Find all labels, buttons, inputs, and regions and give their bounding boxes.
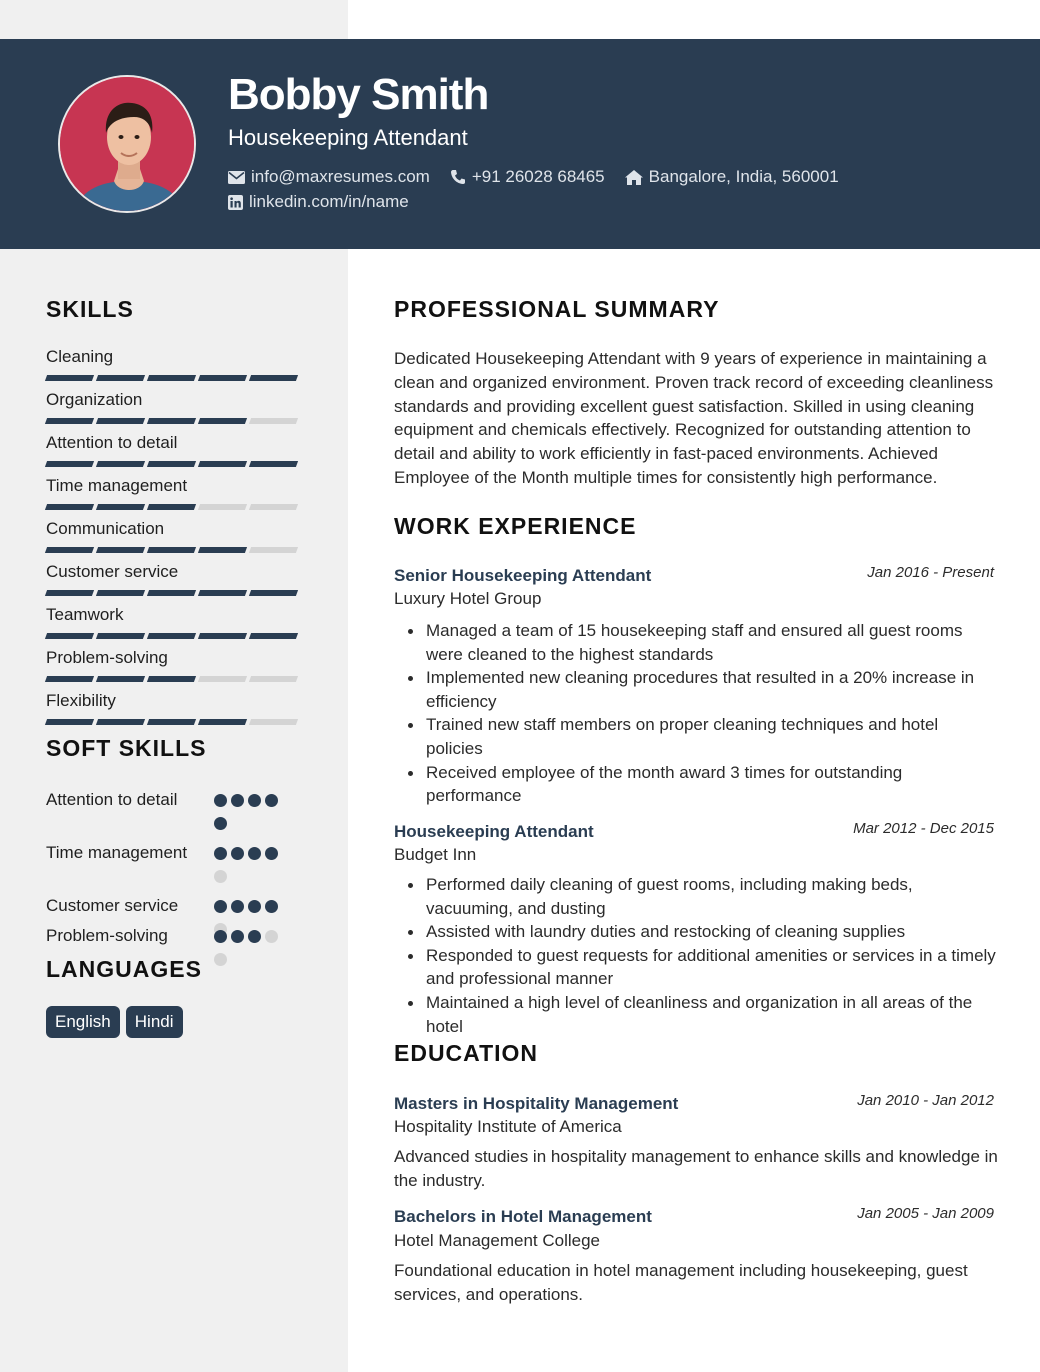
skill-name: Organization xyxy=(46,390,143,409)
skill-level-segment xyxy=(249,418,298,424)
skill-item xyxy=(46,433,302,467)
rating-dot xyxy=(248,900,261,913)
skill-level-segment xyxy=(45,547,94,553)
skill-level-segment xyxy=(96,504,145,510)
skill-level-bar xyxy=(46,418,302,424)
rating-dot xyxy=(248,794,261,807)
education-description: Advanced studies in hospitality management to enhance skills and knowledge in the industry. xyxy=(394,1147,998,1190)
skill-level-segment xyxy=(147,590,196,596)
rating-dot xyxy=(265,930,278,943)
envelope-icon xyxy=(228,171,245,184)
skill-level-bar xyxy=(46,676,302,682)
job-bullet: Trained new staff members on proper cleaning techniques and hotel policies xyxy=(426,713,998,760)
rating-dot xyxy=(214,870,227,883)
skill-level-segment xyxy=(96,633,145,639)
skill-level-segment xyxy=(147,418,196,424)
rating-dot xyxy=(265,900,278,913)
skill-level-segment xyxy=(147,719,196,725)
skill-level-segment xyxy=(147,461,196,467)
skill-level-bar xyxy=(46,590,302,596)
rating-dot xyxy=(248,930,261,943)
skill-level-segment xyxy=(198,418,247,424)
skill-level-segment xyxy=(198,676,247,682)
skill-name: Teamwork xyxy=(46,605,124,624)
skill-item xyxy=(46,347,302,381)
skill-level-segment xyxy=(45,504,94,510)
skill-level-segment xyxy=(249,547,298,553)
skill-name: Time management xyxy=(46,476,188,495)
linkedin-icon xyxy=(228,195,243,210)
avatar xyxy=(58,75,196,213)
job-bullet: Assisted with laundry duties and restocking of cleaning supplies xyxy=(426,920,998,944)
job-bullet: Performed daily cleaning of guest rooms, including making beds, vacuuming, and dusting xyxy=(426,873,998,920)
skill-level-segment xyxy=(249,676,298,682)
summary-text: Dedicated Housekeeping Attendant with 9 years of experience in maintaining a clean and organized environment. Proven track record of exceeding cleanliness standards and providing excellent guest satisfaction. Skilled in using cleaning equipment and chemicals effectively. Recognized for outstanding attention to detail and ability to work efficiently in fast-paced environments. Achieved Employee of the Month multiple times for consistently high performance. xyxy=(394,349,994,487)
job-bullet: Received employee of the month award 3 times for outstanding performance xyxy=(426,761,998,808)
languages-list xyxy=(46,1006,189,1038)
skill-level-segment xyxy=(249,461,298,467)
skill-level-segment xyxy=(45,633,94,639)
soft-skill-name: Attention to detail xyxy=(46,790,178,809)
soft-skill-rating xyxy=(214,794,286,840)
skill-level-segment xyxy=(147,676,196,682)
education-heading: EDUCATION xyxy=(394,1040,539,1066)
soft-skill-rating xyxy=(214,847,286,893)
phone-icon xyxy=(450,169,466,185)
job-bullets xyxy=(426,619,998,808)
skill-name: Cleaning xyxy=(46,347,114,366)
home-icon xyxy=(625,170,643,185)
skill-level-segment xyxy=(198,504,247,510)
job-bullets xyxy=(426,873,998,1038)
soft-skill-name: Problem-solving xyxy=(46,926,168,945)
job-dates: Jan 2016 - Present xyxy=(867,564,994,581)
skill-name: Attention to detail xyxy=(46,433,178,452)
rating-dot xyxy=(214,900,227,913)
skill-level-segment xyxy=(96,461,145,467)
skill-level-segment xyxy=(96,547,145,553)
rating-dot xyxy=(214,794,227,807)
rating-dot xyxy=(248,847,261,860)
skill-level-segment xyxy=(198,547,247,553)
skill-level-segment xyxy=(147,547,196,553)
job-bullet: Managed a team of 15 housekeeping staff and ensured all guest rooms were cleaned to the highest standards xyxy=(426,619,998,666)
rating-dot xyxy=(265,794,278,807)
skill-level-bar xyxy=(46,375,302,381)
skill-level-segment xyxy=(45,719,94,725)
email-text: info@maxresumes.com xyxy=(251,167,430,186)
skill-name: Problem-solving xyxy=(46,648,168,667)
contact-phone[interactable] xyxy=(450,167,605,187)
skill-level-segment xyxy=(198,590,247,596)
job-title: Housekeeping Attendant xyxy=(394,822,594,841)
skill-level-segment xyxy=(45,461,94,467)
skill-level-segment xyxy=(147,375,196,381)
skill-level-bar xyxy=(46,461,302,467)
skill-item xyxy=(46,519,302,553)
soft-skills-heading: SOFT SKILLS xyxy=(46,735,207,761)
languages-heading: LANGUAGES xyxy=(46,956,202,982)
rating-dot xyxy=(231,930,244,943)
degree-title: Masters in Hospitality Management xyxy=(394,1094,679,1113)
skills-heading: SKILLS xyxy=(46,296,134,322)
language-tag: Hindi xyxy=(126,1006,183,1038)
experience-heading: WORK EXPERIENCE xyxy=(394,513,637,539)
skill-level-segment xyxy=(96,676,145,682)
candidate-title: Housekeeping Attendant xyxy=(228,125,468,150)
degree-title: Bachelors in Hotel Management xyxy=(394,1207,652,1226)
rating-dot xyxy=(265,847,278,860)
skill-level-segment xyxy=(45,375,94,381)
skill-level-bar xyxy=(46,633,302,639)
linkedin-text: linkedin.com/in/name xyxy=(249,192,409,211)
rating-dot xyxy=(214,930,227,943)
job-bullet: Responded to guest requests for additional amenities or services in a timely and professional manner xyxy=(426,944,998,991)
skill-level-segment xyxy=(198,461,247,467)
skill-item xyxy=(46,390,302,424)
school-name: Hospitality Institute of America xyxy=(394,1117,622,1136)
soft-skill-name: Customer service xyxy=(46,896,179,915)
skill-item xyxy=(46,648,302,682)
job-title: Senior Housekeeping Attendant xyxy=(394,566,652,585)
skill-item xyxy=(46,605,302,639)
skill-level-segment xyxy=(198,375,247,381)
contact-linkedin[interactable] xyxy=(228,192,409,212)
contact-row-primary xyxy=(228,167,859,187)
rating-dot xyxy=(214,953,227,966)
skill-level-segment xyxy=(249,633,298,639)
location-text: Bangalore, India, 560001 xyxy=(648,167,839,186)
job-bullet: Implemented new cleaning procedures that resulted in a 20% increase in efficiency xyxy=(426,666,998,713)
skill-level-segment xyxy=(96,590,145,596)
skill-item xyxy=(46,476,302,510)
skill-level-bar xyxy=(46,719,302,725)
job-bullet: Maintained a high level of cleanliness and organization in all areas of the hotel xyxy=(426,991,998,1038)
school-name: Hotel Management College xyxy=(394,1231,601,1250)
skill-level-segment xyxy=(96,719,145,725)
skill-level-segment xyxy=(96,375,145,381)
rating-dot xyxy=(214,817,227,830)
rating-dot xyxy=(231,794,244,807)
soft-skill-name: Time management xyxy=(46,843,188,862)
phone-text: +91 26028 68465 xyxy=(471,167,605,186)
skill-level-segment xyxy=(249,375,298,381)
rating-dot xyxy=(214,847,227,860)
skill-level-segment xyxy=(96,418,145,424)
skill-level-segment xyxy=(45,418,94,424)
job-dates: Mar 2012 - Dec 2015 xyxy=(853,820,994,837)
skill-name: Customer service xyxy=(46,562,179,581)
contact-location xyxy=(625,167,839,187)
skill-name: Flexibility xyxy=(46,691,116,710)
skill-level-segment xyxy=(249,504,298,510)
skill-item xyxy=(46,562,302,596)
summary-heading: PROFESSIONAL SUMMARY xyxy=(394,296,720,322)
skill-level-bar xyxy=(46,504,302,510)
candidate-name: Bobby Smith xyxy=(228,70,489,119)
skill-level-segment xyxy=(249,719,298,725)
skill-level-segment xyxy=(45,590,94,596)
education-dates: Jan 2010 - Jan 2012 xyxy=(857,1092,994,1109)
skill-level-segment xyxy=(147,633,196,639)
skill-level-segment xyxy=(198,719,247,725)
skill-level-segment xyxy=(147,504,196,510)
skill-level-segment xyxy=(45,676,94,682)
skill-name: Communication xyxy=(46,519,165,538)
education-description: Foundational education in hotel management including housekeeping, guest services, and operations. xyxy=(394,1261,968,1304)
contact-email[interactable] xyxy=(228,167,430,187)
job-organization: Luxury Hotel Group xyxy=(394,589,542,608)
soft-skill-rating xyxy=(214,930,286,976)
skill-item xyxy=(46,691,302,725)
job-organization: Budget Inn xyxy=(394,845,477,864)
skill-level-segment xyxy=(198,633,247,639)
education-dates: Jan 2005 - Jan 2009 xyxy=(857,1205,994,1222)
language-tag: English xyxy=(46,1006,120,1038)
rating-dot xyxy=(231,900,244,913)
skill-level-bar xyxy=(46,547,302,553)
contact-row-secondary xyxy=(228,192,429,212)
rating-dot xyxy=(231,847,244,860)
skill-level-segment xyxy=(249,590,298,596)
